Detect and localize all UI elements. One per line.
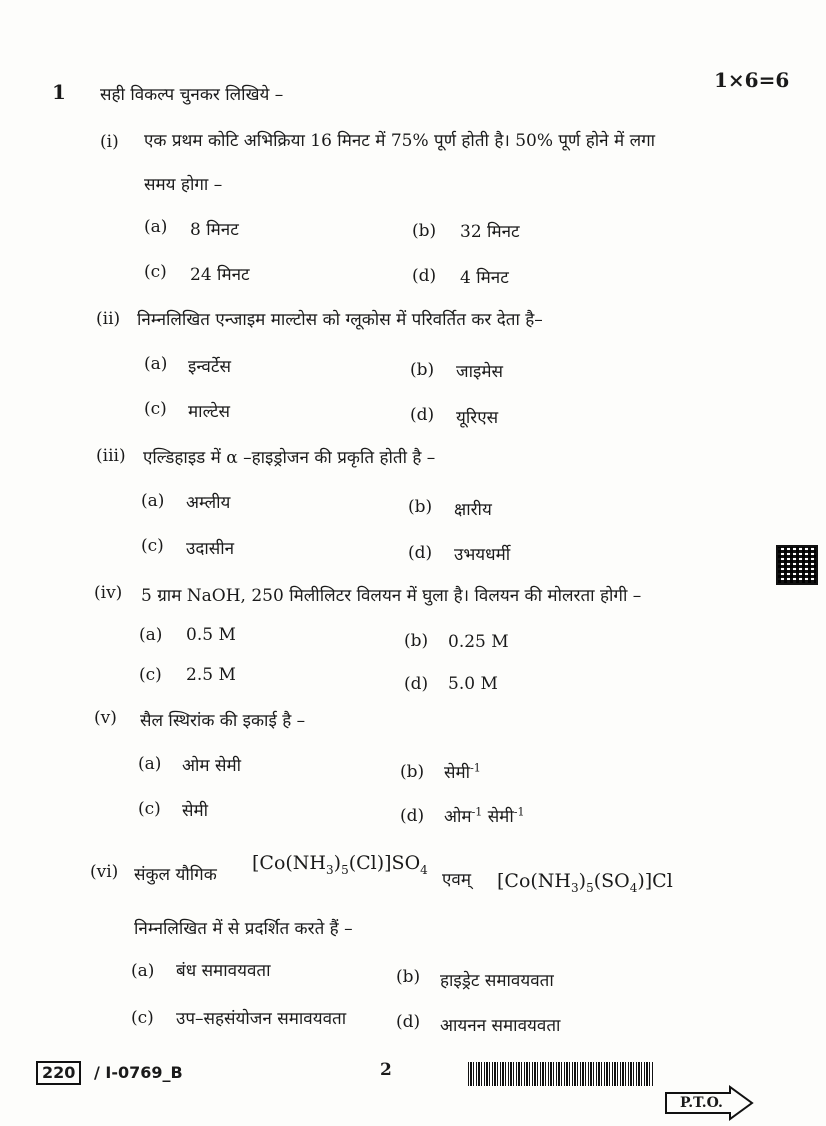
subquestion-stem-line2: निम्नलिखित में से प्रदर्शित करते हैं – — [134, 919, 353, 939]
option-label: (c) — [144, 399, 167, 419]
option-text: ओम सेमी — [182, 756, 242, 776]
option-text: 24 मिनट — [190, 265, 250, 285]
option-label: (c) — [138, 799, 161, 819]
option-exponent: -1 — [513, 805, 525, 819]
subquestion-stem: 5 ग्राम NaOH, 250 मिलीलिटर विलयन में घुला है। विलयन की मोलरता होगी – — [141, 586, 642, 606]
option-label: (d) — [404, 674, 429, 694]
question-marks: 1×6=6 — [714, 68, 790, 92]
page-number: 2 — [380, 1060, 392, 1080]
option-text: 2.5 M — [186, 665, 236, 685]
option-text: 0.25 M — [448, 632, 509, 652]
option-label: (c) — [139, 665, 162, 685]
subquestion-stem: सैल स्थिरांक की इकाई है – — [140, 711, 306, 731]
option-label: (d) — [410, 405, 435, 425]
question-title: सही विकल्प चुनकर लिखिये – — [100, 85, 284, 105]
option-label: (c) — [131, 1008, 154, 1028]
barcode — [468, 1062, 654, 1086]
option-label: (b) — [408, 497, 433, 517]
complex-formula-1: $[Co(NH_3)_5(Cl)]SO_4$ — [252, 852, 428, 877]
paper-code: / I-0769_B — [94, 1063, 183, 1082]
option-text: आयनन समावयवता — [440, 1016, 561, 1036]
subquestion-stem: निम्नलिखित एन्जाइम माल्टोस को ग्लूकोस में परिवर्तित कर देता है– — [137, 310, 543, 330]
option-text: 32 मिनट — [460, 222, 520, 242]
option-label: (d) — [412, 266, 437, 286]
option-label: (b) — [396, 967, 421, 987]
subquestion-stem: एल्डिहाइड में α –हाइड्रोजन की प्रकृति होती है – — [143, 448, 436, 468]
option-text: 0.5 M — [186, 625, 236, 645]
option-text: यूरिएस — [456, 408, 499, 428]
subquestion-number: (i) — [100, 132, 119, 152]
option-text: इन्वर्टेस — [188, 357, 231, 377]
option-text-word: सेमी — [444, 763, 471, 783]
question-number: 1 — [52, 80, 66, 104]
subquestion-number: (ii) — [96, 309, 121, 329]
option-text: उप–सहसंयोजन समावयवता — [176, 1009, 347, 1029]
option-label: (a) — [144, 354, 168, 374]
option-label: (a) — [141, 491, 165, 511]
subquestion-stem: एक प्रथम कोटि अभिक्रिया 16 मिनट में 75% पूर्ण होती है। 50% पूर्ण होने में लगा — [144, 131, 656, 151]
complex-formula-2: $[Co(NH_3)_5(SO_4)]Cl$ — [497, 870, 673, 895]
option-text — [444, 760, 481, 783]
paper-number-box: 220 — [36, 1061, 81, 1085]
option-text: उभयधर्मी — [454, 545, 511, 565]
option-label: (b) — [410, 360, 435, 380]
option-label: (c) — [144, 262, 167, 282]
option-text: सेमी — [182, 801, 209, 821]
option-label: (c) — [141, 536, 164, 556]
option-label: (a) — [139, 625, 163, 645]
subquestion-number: (iii) — [96, 446, 126, 466]
option-text: माल्टेस — [188, 402, 231, 422]
subquestion-stem-word: एवम् — [442, 870, 472, 890]
option-label: (a) — [138, 754, 162, 774]
option-text-word: ओम — [444, 807, 472, 827]
option-text: अम्लीय — [186, 493, 231, 513]
option-text: 4 मिनट — [460, 268, 509, 288]
option-label: (b) — [400, 762, 425, 782]
option-exponent: -1 — [471, 805, 483, 819]
option-exponent: -1 — [470, 761, 481, 775]
option-label: (a) — [144, 217, 168, 237]
option-text: बंध समावयवता — [176, 961, 271, 981]
subquestion-number: (v) — [94, 708, 117, 728]
subquestion-stem-line2: समय होगा – — [144, 175, 223, 195]
option-text: 8 मिनट — [190, 220, 239, 240]
option-label: (b) — [412, 221, 437, 241]
option-label: (a) — [131, 961, 155, 981]
subquestion-number: (vi) — [90, 862, 119, 882]
option-text: उदासीन — [186, 539, 235, 559]
option-label: (d) — [400, 806, 425, 826]
option-label: (d) — [396, 1012, 421, 1032]
subquestion-number: (iv) — [94, 583, 123, 603]
option-text — [444, 804, 524, 827]
option-text-word: सेमी — [487, 807, 514, 827]
option-text: क्षारीय — [454, 500, 492, 520]
qr-code — [776, 545, 818, 585]
option-text: हाइड्रेट समावयवता — [440, 971, 554, 991]
subquestion-stem-word: संकुल यौगिक — [134, 865, 217, 885]
pto-label: P.T.O. — [680, 1095, 723, 1111]
option-label: (b) — [404, 631, 429, 651]
option-text: जाइमेस — [456, 362, 504, 382]
option-label: (d) — [408, 543, 433, 563]
option-text: 5.0 M — [448, 674, 498, 694]
